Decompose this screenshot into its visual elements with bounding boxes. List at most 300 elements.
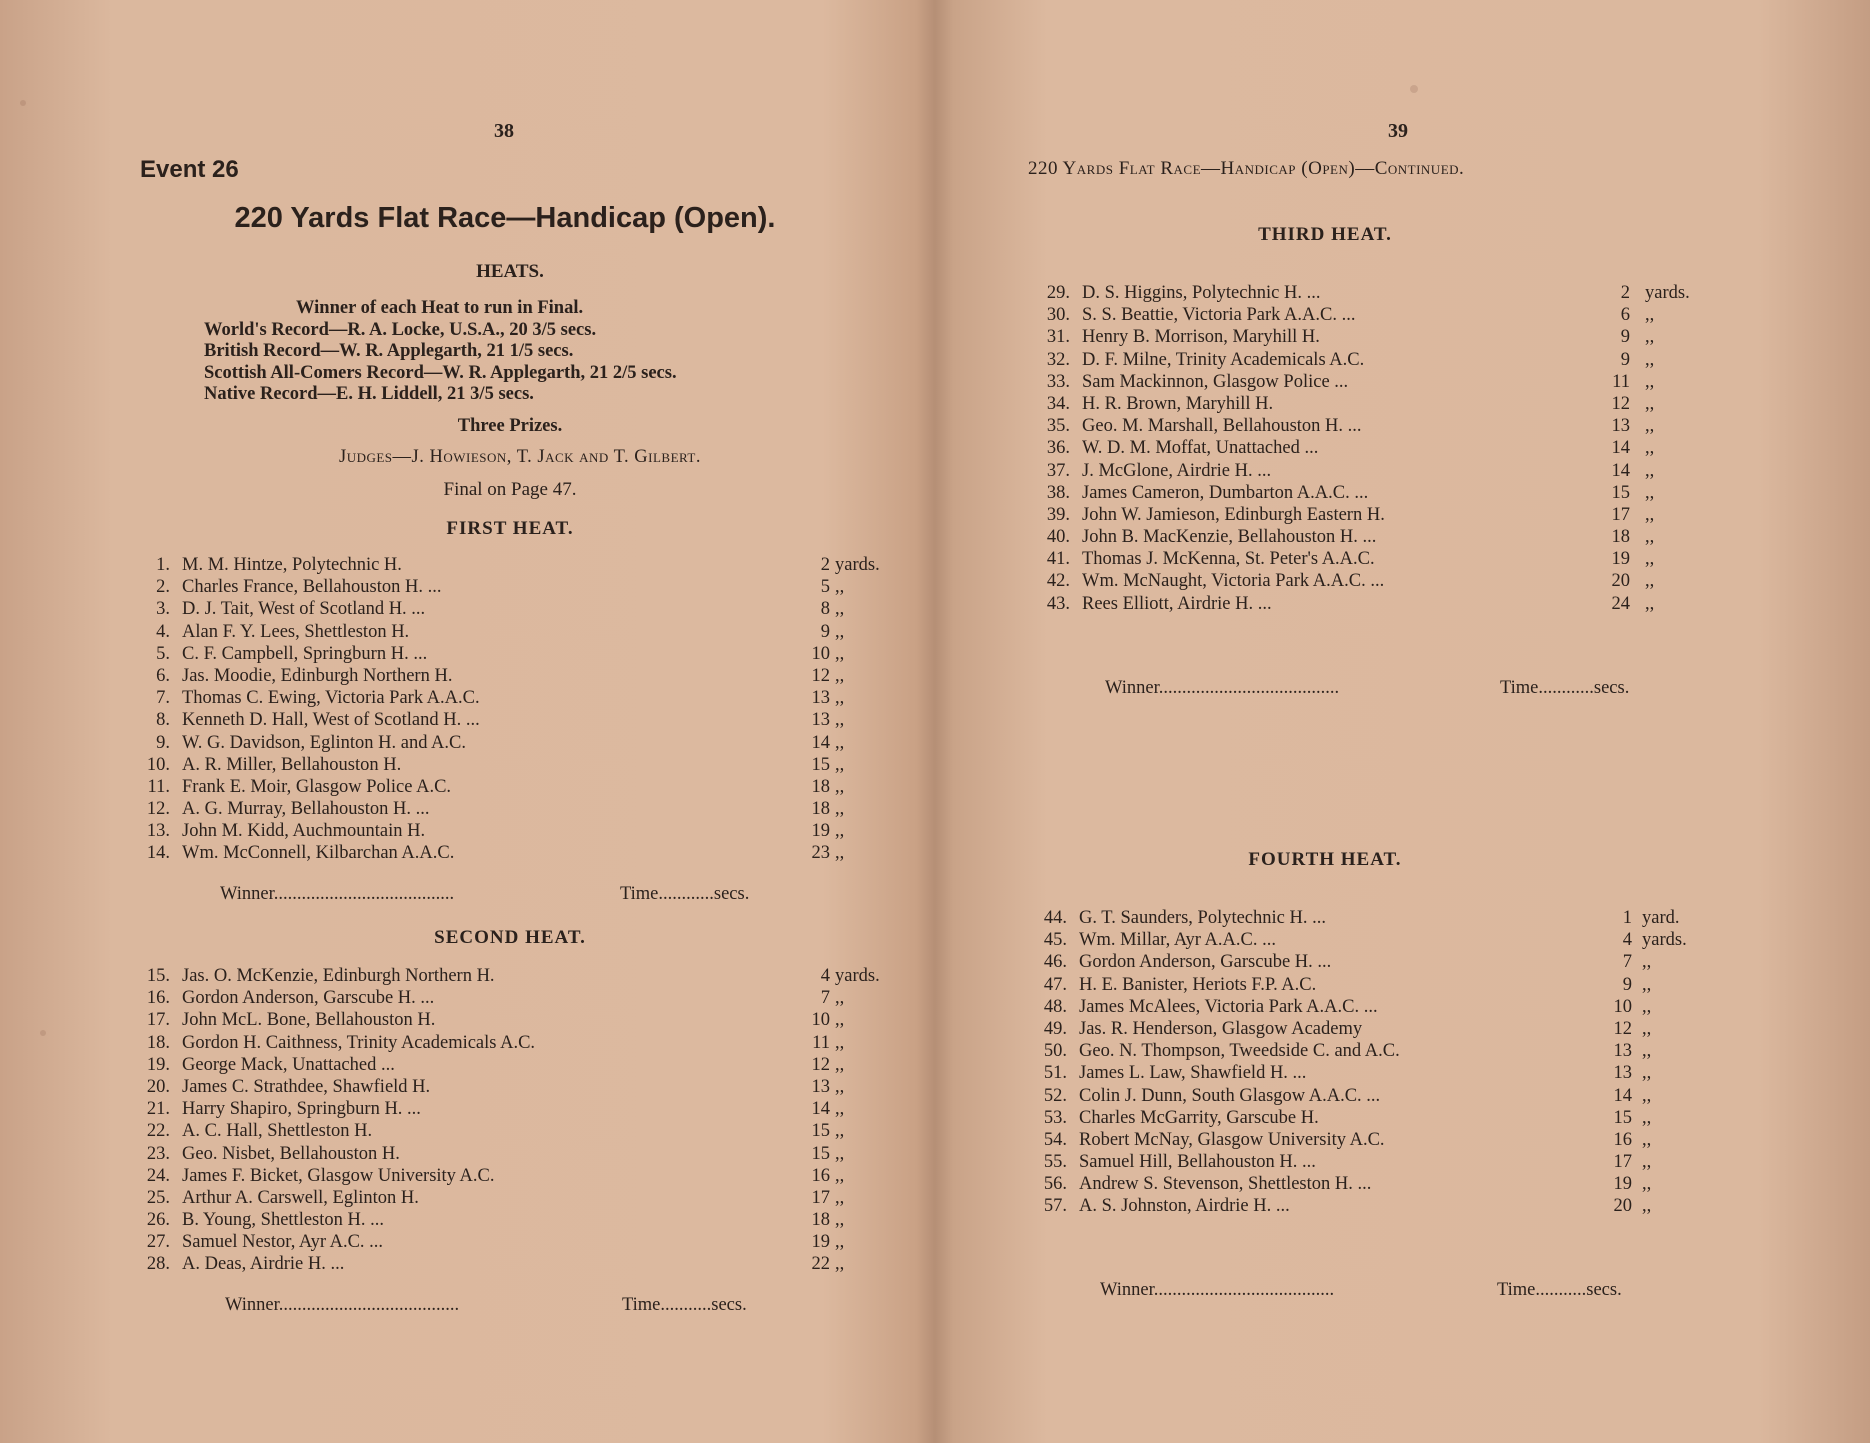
entry-unit: ,, — [1645, 571, 1655, 592]
entry-unit: ,, — [1645, 593, 1655, 614]
entry-row — [130, 966, 890, 988]
entry-name: Alan F. Y. Lees, Shettleston H. — [182, 621, 410, 642]
entry-handicap: 13 — [1613, 1041, 1632, 1062]
entry-number: 8. — [156, 710, 170, 731]
entry-row — [1027, 1108, 1827, 1130]
entry-number: 2. — [156, 577, 170, 598]
entry-handicap: 13 — [811, 688, 830, 709]
entry-row — [1030, 327, 1830, 349]
entry-handicap: 13 — [1611, 416, 1630, 437]
entry-number: 48. — [1043, 996, 1067, 1017]
entry-number: 10. — [146, 754, 170, 775]
entry-handicap: 15 — [811, 754, 830, 775]
entry-handicap: 19 — [1611, 549, 1630, 570]
entry-name: Andrew S. Stevenson, Shettleston H. ... — [1079, 1174, 1372, 1195]
entry-handicap: 15 — [1611, 482, 1630, 503]
entry-number: 13. — [146, 821, 170, 842]
entry-name: John W. Jamieson, Edinburgh Eastern H. — [1082, 504, 1385, 525]
entry-unit: ,, — [1645, 327, 1655, 348]
entry-row — [130, 599, 890, 621]
entry-row — [130, 1077, 890, 1099]
entry-number: 22. — [146, 1121, 170, 1142]
entry-row — [1027, 997, 1827, 1019]
entry-number: 23. — [146, 1143, 170, 1164]
entry-unit: ,, — [835, 988, 845, 1009]
entry-unit: ,, — [1642, 1063, 1652, 1084]
entry-number: 47. — [1043, 974, 1067, 995]
entry-handicap: 20 — [1611, 571, 1630, 592]
entry-handicap: 2 — [1620, 283, 1630, 303]
entry-name: Geo. M. Marshall, Bellahouston H. ... — [1082, 416, 1362, 437]
entry-number: 17. — [146, 1010, 170, 1031]
entry-unit: ,, — [1645, 349, 1655, 370]
page-number: 39 — [1388, 120, 1408, 142]
entry-name: Gordon Anderson, Garscube H. ... — [1079, 952, 1332, 973]
entry-number: 56. — [1043, 1174, 1067, 1195]
entry-number: 28. — [146, 1254, 170, 1275]
entry-number: 41. — [1046, 549, 1070, 570]
entry-number: 11. — [147, 776, 170, 797]
entry-number: 57. — [1043, 1196, 1067, 1217]
entry-name: Thomas C. Ewing, Victoria Park A.A.C. — [182, 688, 480, 709]
entry-row — [1030, 372, 1830, 394]
entry-row — [130, 710, 890, 732]
entry-number: 1. — [156, 555, 170, 575]
entry-handicap: 22 — [811, 1254, 830, 1275]
third-heat-title: THIRD HEAT. — [1258, 224, 1392, 245]
entry-name: D. F. Milne, Trinity Academicals A.C. — [1082, 349, 1365, 370]
entry-name: Samuel Nestor, Ayr A.C. ... — [182, 1232, 384, 1253]
entry-row — [130, 733, 890, 755]
entry-name: H. R. Brown, Maryhill H. — [1082, 393, 1274, 414]
entry-name: Wm. McNaught, Victoria Park A.A.C. ... — [1082, 571, 1385, 592]
entry-row — [130, 1144, 890, 1166]
entry-handicap: 18 — [811, 1210, 830, 1231]
entry-unit: ,, — [1642, 1196, 1652, 1217]
paper-spot — [20, 100, 26, 106]
entry-name: Frank E. Moir, Glasgow Police A.C. — [182, 776, 452, 797]
entry-number: 20. — [146, 1076, 170, 1097]
entry-name: John McL. Bone, Bellahouston H. — [182, 1010, 436, 1031]
entry-row — [130, 577, 890, 599]
entry-row — [130, 666, 890, 688]
entry-handicap: 7 — [1622, 952, 1632, 973]
entry-number: 25. — [146, 1187, 170, 1208]
entry-row — [130, 777, 890, 799]
entry-unit: ,, — [835, 710, 845, 731]
entry-row — [130, 843, 890, 865]
entry-unit: ,, — [1645, 549, 1655, 570]
entry-unit: ,, — [1642, 1085, 1652, 1106]
entry-row — [1030, 571, 1830, 593]
entry-row — [130, 1210, 890, 1232]
entry-name: A. C. Hall, Shettleston H. — [182, 1121, 373, 1142]
entry-handicap: 11 — [1612, 371, 1630, 392]
entry-row — [1030, 305, 1830, 327]
final-note: Final on Page 47. — [443, 479, 577, 500]
entry-row — [130, 755, 890, 777]
entry-unit: ,, — [1642, 1129, 1652, 1150]
entry-number: 19. — [146, 1054, 170, 1075]
winner-line: Winner....................................... — [225, 1295, 460, 1315]
entry-handicap: 17 — [811, 1187, 830, 1208]
entry-row — [130, 1055, 890, 1077]
entry-name: Samuel Hill, Bellahouston H. ... — [1079, 1152, 1316, 1173]
entry-name: Jas. Moodie, Edinburgh Northern H. — [182, 665, 453, 686]
entry-name: John M. Kidd, Auchmountain H. — [182, 821, 426, 842]
entry-name: G. T. Saunders, Polytechnic H. ... — [1079, 908, 1326, 928]
entry-handicap: 5 — [820, 577, 830, 598]
entry-name: Wm. Millar, Ayr A.A.C. ... — [1079, 930, 1276, 951]
entry-row — [1027, 1086, 1827, 1108]
entry-handicap: 12 — [811, 1054, 830, 1075]
entry-name: James C. Strathdee, Shawfield H. — [182, 1076, 431, 1097]
entry-handicap: 16 — [1613, 1129, 1632, 1150]
entry-handicap: 14 — [1613, 1085, 1632, 1106]
info-line: World's Record—R. A. Locke, U.S.A., 20 3/5 secs. — [204, 319, 597, 340]
entry-name: Colin J. Dunn, South Glasgow A.A.C. ... — [1079, 1085, 1381, 1106]
entry-unit: ,, — [1645, 460, 1655, 481]
entry-name: Geo. N. Thompson, Tweedside C. and A.C. — [1079, 1041, 1400, 1062]
entry-name: Charles France, Bellahouston H. ... — [182, 577, 442, 598]
entry-number: 5. — [156, 643, 170, 664]
entry-row — [130, 1166, 890, 1188]
entry-unit: ,, — [1642, 1152, 1652, 1173]
entry-number: 24. — [146, 1165, 170, 1186]
entry-row — [130, 1188, 890, 1210]
entry-unit: ,, — [835, 688, 845, 709]
entry-name: H. E. Banister, Heriots F.P. A.C. — [1079, 974, 1317, 995]
entry-name: Sam Mackinnon, Glasgow Police ... — [1082, 371, 1349, 392]
entry-unit: yard. — [1642, 908, 1680, 928]
entry-unit: ,, — [835, 799, 845, 820]
entry-name: Jas. R. Henderson, Glasgow Academy — [1079, 1018, 1363, 1039]
event-title: 220 Yards Flat Race—Handicap (Open). — [234, 202, 776, 234]
entry-number: 29. — [1046, 283, 1070, 303]
entry-row — [1027, 1174, 1827, 1196]
entry-row — [1027, 952, 1827, 974]
entry-handicap: 16 — [811, 1165, 830, 1186]
entry-name: S. S. Beattie, Victoria Park A.A.C. ... — [1082, 305, 1356, 326]
first-heat-list — [130, 555, 890, 866]
paper-spot — [40, 1030, 46, 1036]
entry-number: 39. — [1046, 504, 1070, 525]
entry-handicap: 13 — [1613, 1063, 1632, 1084]
entry-unit: ,, — [835, 843, 845, 864]
entry-handicap: 2 — [820, 555, 830, 575]
entry-unit: ,, — [1645, 482, 1655, 503]
entry-name: James Cameron, Dumbarton A.A.C. ... — [1082, 482, 1369, 503]
entry-row — [130, 821, 890, 843]
entry-unit: ,, — [1642, 952, 1652, 973]
entry-unit: ,, — [1642, 974, 1652, 995]
entry-handicap: 9 — [1622, 974, 1632, 995]
entry-handicap: 19 — [1613, 1174, 1632, 1195]
entry-handicap: 18 — [1611, 527, 1630, 548]
entry-row — [1030, 461, 1830, 483]
entry-name: A. Deas, Airdrie H. ... — [182, 1254, 345, 1275]
entry-number: 9. — [156, 732, 170, 753]
entry-name: Wm. McConnell, Kilbarchan A.A.C. — [182, 843, 455, 864]
entry-number: 53. — [1043, 1107, 1067, 1128]
entry-unit: ,, — [835, 1165, 845, 1186]
entry-row — [1027, 1196, 1827, 1218]
entry-number: 38. — [1046, 482, 1070, 503]
entry-number: 37. — [1046, 460, 1070, 481]
entry-number: 49. — [1043, 1018, 1067, 1039]
entry-unit: ,, — [1645, 416, 1655, 437]
entry-number: 16. — [146, 988, 170, 1009]
entry-handicap: 10 — [1613, 996, 1632, 1017]
entry-row — [1027, 1019, 1827, 1041]
winner-line: Winner....................................... — [1100, 1280, 1335, 1300]
entry-unit: ,, — [835, 1032, 845, 1053]
entry-name: Gordon Anderson, Garscube H. ... — [182, 988, 435, 1009]
entry-row — [1030, 438, 1830, 460]
entry-name: Rees Elliott, Airdrie H. ... — [1082, 593, 1272, 614]
entry-unit: yards. — [1642, 930, 1687, 951]
entry-unit: ,, — [835, 1121, 845, 1142]
entry-row — [130, 622, 890, 644]
entry-number: 7. — [156, 688, 170, 709]
entry-name: J. McGlone, Airdrie H. ... — [1082, 460, 1272, 481]
entry-number: 42. — [1046, 571, 1070, 592]
entry-unit: ,, — [835, 1232, 845, 1253]
info-line: Native Record—E. H. Liddell, 21 3/5 secs. — [204, 384, 534, 404]
entry-row — [1027, 1152, 1827, 1174]
entry-name: Thomas J. McKenna, St. Peter's A.A.C. — [1082, 549, 1375, 570]
entry-unit: ,, — [1645, 305, 1655, 326]
entry-unit: ,, — [835, 665, 845, 686]
entry-number: 44. — [1043, 908, 1067, 928]
entry-handicap: 23 — [811, 843, 830, 864]
entry-handicap: 9 — [1620, 349, 1630, 370]
entry-name: M. M. Hintze, Polytechnic H. — [182, 555, 402, 575]
entry-number: 30. — [1046, 305, 1070, 326]
entry-handicap: 1 — [1622, 908, 1632, 928]
info-line: Winner of each Heat to run in Final. — [296, 298, 584, 318]
entry-handicap: 12 — [1611, 393, 1630, 414]
entry-name: Robert McNay, Glasgow University A.C. — [1079, 1129, 1385, 1150]
entry-number: 31. — [1046, 327, 1070, 348]
entry-handicap: 4 — [820, 966, 830, 986]
entry-handicap: 15 — [811, 1121, 830, 1142]
time-line: Time............secs. — [1500, 678, 1630, 698]
entry-unit: ,, — [835, 1054, 845, 1075]
entry-name: Arthur A. Carswell, Eglinton H. — [182, 1187, 419, 1208]
entry-handicap: 15 — [1613, 1107, 1632, 1128]
entry-unit: yards. — [1645, 283, 1690, 303]
info-line: British Record—W. R. Applegarth, 21 1/5 secs. — [204, 341, 574, 361]
entry-number: 54. — [1043, 1129, 1067, 1150]
page-number: 38 — [494, 120, 514, 142]
entry-number: 33. — [1046, 371, 1070, 392]
entry-row — [1027, 908, 1827, 930]
entry-name: Harry Shapiro, Springburn H. ... — [182, 1099, 421, 1120]
entry-handicap: 17 — [1611, 504, 1630, 525]
entry-handicap: 12 — [811, 665, 830, 686]
entry-number: 43. — [1046, 593, 1070, 614]
entry-name: Gordon H. Caithness, Trinity Academicals A.C. — [182, 1032, 536, 1053]
entry-handicap: 19 — [811, 1232, 830, 1253]
entry-unit: ,, — [835, 1076, 845, 1097]
entry-row — [130, 799, 890, 821]
entry-row — [1030, 594, 1830, 616]
entry-row — [130, 688, 890, 710]
entry-unit: ,, — [1645, 504, 1655, 525]
entry-handicap: 9 — [1620, 327, 1630, 348]
entry-row — [1027, 930, 1827, 952]
entry-unit: ,, — [835, 754, 845, 775]
entry-unit: ,, — [835, 599, 845, 620]
entry-number: 55. — [1043, 1152, 1067, 1173]
entry-row — [1030, 505, 1830, 527]
entry-row — [1030, 394, 1830, 416]
entry-row — [130, 1099, 890, 1121]
entry-handicap: 13 — [811, 710, 830, 731]
entry-handicap: 17 — [1613, 1152, 1632, 1173]
entry-name: Jas. O. McKenzie, Edinburgh Northern H. — [182, 966, 495, 986]
winner-line: Winner....................................... — [220, 884, 455, 904]
fourth-heat-list — [1027, 908, 1827, 1219]
entry-handicap: 12 — [1613, 1018, 1632, 1039]
entry-row — [1027, 1041, 1827, 1063]
entry-unit: ,, — [835, 1099, 845, 1120]
entry-unit: ,, — [1642, 1174, 1652, 1195]
right-page — [935, 0, 1870, 1443]
entry-handicap: 14 — [1611, 460, 1630, 481]
entry-unit: ,, — [1642, 1107, 1652, 1128]
entry-unit: ,, — [835, 732, 845, 753]
heats-heading: HEATS. — [476, 261, 544, 282]
entry-name: C. F. Campbell, Springburn H. ... — [182, 643, 428, 664]
entry-row — [130, 1232, 890, 1254]
entry-handicap: 24 — [1611, 593, 1630, 614]
entry-name: D. S. Higgins, Polytechnic H. ... — [1082, 283, 1321, 303]
entry-row — [1027, 1063, 1827, 1085]
entry-name: A. S. Johnston, Airdrie H. ... — [1079, 1196, 1290, 1217]
entry-name: W. D. M. Moffat, Unattached ... — [1082, 438, 1319, 459]
entry-handicap: 18 — [811, 799, 830, 820]
entry-row — [130, 1254, 890, 1276]
time-line: Time............secs. — [620, 884, 750, 904]
entry-unit: ,, — [835, 621, 845, 642]
entry-unit: ,, — [1642, 1018, 1652, 1039]
entry-name: George Mack, Unattached ... — [182, 1054, 395, 1075]
entry-number: 12. — [146, 799, 170, 820]
entry-name: A. G. Murray, Bellahouston H. ... — [182, 799, 430, 820]
entry-name: John B. MacKenzie, Bellahouston H. ... — [1082, 527, 1377, 548]
entry-handicap: 14 — [1611, 438, 1630, 459]
entry-name: Henry B. Morrison, Maryhill H. — [1082, 327, 1320, 348]
entry-number: 40. — [1046, 527, 1070, 548]
entry-unit: ,, — [835, 1254, 845, 1275]
entry-row — [130, 555, 890, 577]
entry-number: 34. — [1046, 393, 1070, 414]
entry-handicap: 10 — [811, 643, 830, 664]
entry-number: 26. — [146, 1210, 170, 1231]
entry-handicap: 7 — [820, 988, 830, 1009]
entry-name: James McAlees, Victoria Park A.A.C. ... — [1079, 996, 1378, 1017]
winner-line: Winner....................................... — [1105, 678, 1340, 698]
entry-number: 14. — [146, 843, 170, 864]
entry-unit: yards. — [835, 555, 880, 575]
entry-handicap: 19 — [811, 821, 830, 842]
entry-handicap: 14 — [811, 732, 830, 753]
second-heat-list — [130, 966, 890, 1277]
entry-number: 46. — [1043, 952, 1067, 973]
entry-row — [130, 1010, 890, 1032]
third-heat-list — [1030, 283, 1830, 616]
entry-unit: ,, — [835, 1187, 845, 1208]
entry-name: A. R. Miller, Bellahouston H. — [182, 754, 402, 775]
entry-handicap: 11 — [812, 1032, 830, 1053]
fourth-heat-title: FOURTH HEAT. — [1248, 849, 1402, 870]
records-info — [204, 298, 677, 406]
entry-row — [1030, 527, 1830, 549]
entry-name: James L. Law, Shawfield H. ... — [1079, 1063, 1307, 1084]
entry-unit: ,, — [1645, 527, 1655, 548]
entry-row — [130, 644, 890, 666]
entry-unit: ,, — [835, 821, 845, 842]
judges-line: Judges—J. Howieson, T. Jack and T. Gilbert. — [339, 447, 701, 467]
entry-unit: ,, — [835, 643, 845, 664]
entry-name: Kenneth D. Hall, West of Scotland H. ... — [182, 710, 480, 731]
entry-row — [130, 988, 890, 1010]
entry-handicap: 9 — [820, 621, 830, 642]
entry-number: 36. — [1046, 438, 1070, 459]
entry-number: 45. — [1043, 930, 1067, 951]
entry-handicap: 18 — [811, 776, 830, 797]
entry-number: 6. — [156, 665, 170, 686]
continued-heading: 220 Yards Flat Race—Handicap (Open)—Continued. — [1028, 158, 1465, 179]
entry-number: 27. — [146, 1232, 170, 1253]
entry-handicap: 15 — [811, 1143, 830, 1164]
entry-number: 35. — [1046, 416, 1070, 437]
entry-row — [1027, 975, 1827, 997]
entry-handicap: 4 — [1622, 930, 1632, 951]
entry-number: 15. — [146, 966, 170, 986]
entry-unit: yards. — [835, 966, 880, 986]
entry-row — [130, 1033, 890, 1055]
entry-number: 18. — [146, 1032, 170, 1053]
time-line: Time...........secs. — [622, 1295, 747, 1315]
entry-name: W. G. Davidson, Eglinton H. and A.C. — [182, 732, 467, 753]
entry-handicap: 6 — [1620, 305, 1630, 326]
entry-row — [130, 1121, 890, 1143]
entry-handicap: 13 — [811, 1076, 830, 1097]
entry-row — [1030, 350, 1830, 372]
first-heat-title: FIRST HEAT. — [446, 518, 574, 539]
prizes-note: Three Prizes. — [457, 416, 563, 436]
entry-handicap: 20 — [1613, 1196, 1632, 1217]
paper-spot — [1410, 85, 1418, 93]
time-line: Time...........secs. — [1497, 1280, 1622, 1300]
entry-name: Charles McGarrity, Garscube H. — [1079, 1107, 1319, 1128]
entry-number: 50. — [1043, 1041, 1067, 1062]
entry-name: Geo. Nisbet, Bellahouston H. — [182, 1143, 400, 1164]
entry-name: B. Young, Shettleston H. ... — [182, 1210, 384, 1231]
entry-unit: ,, — [1642, 1041, 1652, 1062]
entry-unit: ,, — [835, 1010, 845, 1031]
entry-unit: ,, — [835, 776, 845, 797]
entry-number: 32. — [1046, 349, 1070, 370]
info-line: Scottish All-Comers Record—W. R. Applegarth, 21 2/5 secs. — [204, 362, 677, 383]
entry-unit: ,, — [835, 577, 845, 598]
entry-unit: ,, — [1642, 996, 1652, 1017]
entry-name: D. J. Tait, West of Scotland H. ... — [182, 599, 426, 620]
event-number: Event 26 — [140, 156, 239, 183]
